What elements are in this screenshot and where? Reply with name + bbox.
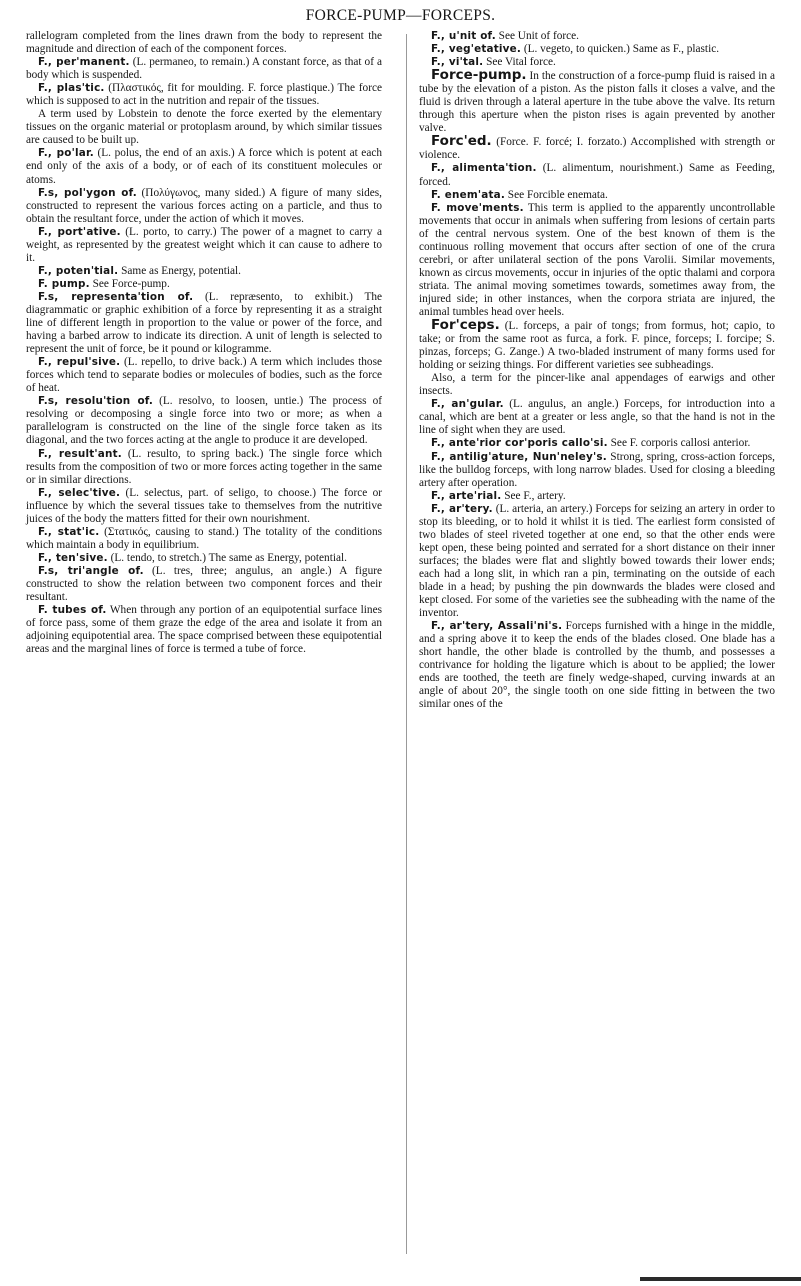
entry-definition: (L. tres, three; angulus, an angle.) A figure constructed to show the relation between two component forces and their resultant.	[26, 564, 382, 604]
entry-definition: (Στατικός, causing to stand.) The totality of the conditions which maintain a body in equilibrium.	[26, 525, 382, 551]
entry-definition: (L. polus, the end of an axis.) A force which is potent at each end only of the axis of a body, or of each of its constituent molecules or atoms.	[26, 147, 382, 186]
entry-definition: (Force. F. forcé; I. forzato.) Accomplished with strength or violence.	[419, 136, 775, 162]
dictionary-entry	[26, 552, 382, 565]
entry-definition: Strong, spring, cross-action forceps, like the bulldog forceps, with long narrow blades. Used for closing a bleeding artery after operation.	[419, 450, 775, 489]
entry-headword: F., arte'rial.	[431, 489, 502, 502]
entry-definition: (L. tendo, to stretch.) The same as Energy, potential.	[107, 551, 347, 564]
entry-definition: In the construction of a force-pump fluid is raised in a tube by the elevation of a piston. As the piston falls it closes a valve, and the fluid is driven through a lateral aperture in the tube above the valve. Its return through this aperture when the piston rises is again prevented by another valve.	[419, 70, 775, 135]
dictionary-entry	[419, 437, 775, 450]
page-header: FORCE-PUMP—FORCEPS.	[305, 7, 496, 24]
entry-definition: See Vital force.	[483, 56, 556, 69]
entry-headword: F.s, resolu'tion of.	[38, 395, 154, 408]
entry-headword: F., plas'tic.	[38, 82, 105, 95]
entry-definition: (L. vegeto, to quicken.) Same as F., plastic.	[521, 43, 720, 56]
entry-definition: rallelogram completed from the lines drawn from the body to represent the magnitude and direction of each of the component forces.	[26, 30, 382, 56]
column-divider	[406, 34, 407, 1254]
entry-headword: F., u'nit of.	[431, 30, 496, 42]
entry-definition: Also, a term for the pincer-like anal appendages of earwigs and other insects.	[419, 372, 775, 398]
entry-headword: F.s, representa'tion of.	[38, 290, 194, 303]
entry-headword: F., repul'sive.	[38, 356, 121, 369]
entry-definition: (L. forceps, a pair of tongs; from formus, hot; capio, to take; or from the same root as furca, a fork. F. pince, forceps; I. forcipe; S. pinzas, forceps; G. Zange.) A two-bladed instrument of many forms used for holding or seizing things. For different varieties see subheadings.	[419, 320, 775, 372]
entry-headword: F., ante'rior cor'poris callo'si.	[431, 437, 608, 450]
entry-definition: (L. resolvo, to loosen, untie.) The process of resolving or decomposing a single force into two or more; as when a parallelogram is constructed on the line of the single force taken as its diagonal, and the two forces acting at the angle to produce it are developed.	[26, 395, 382, 447]
entry-definition: (L. permaneo, to remain.) A constant force, as that of a body which is suspended.	[26, 56, 383, 82]
entry-headword: F. move'ments.	[431, 201, 524, 214]
dictionary-entry	[26, 226, 382, 265]
entry-headword: F., ar'tery, Assali'ni's.	[431, 620, 563, 633]
entry-definition: See Forcible enemata.	[504, 188, 608, 201]
entry-headword: Forc'ed.	[431, 133, 492, 150]
entry-definition: (L. angulus, an angle.) Forceps, for introduction into a canal, which are bent at a greater or less angle, so that the hand is not in the line of sight when they are used.	[419, 398, 775, 437]
dictionary-entry	[419, 43, 775, 56]
entry-headword: F., an'gular.	[431, 398, 504, 411]
dictionary-entry	[26, 448, 382, 487]
entry-definition: (L. porto, to carry.) The power of a magnet to carry a weight, as represented by the greatest weight which it can cause to adhere to it.	[26, 225, 382, 264]
left-column	[26, 30, 382, 656]
entry-headword: F., vi'tal.	[431, 56, 484, 69]
dictionary-entry	[419, 162, 775, 188]
entry-definition: (L. repello, to drive back.) A term which includes those forces which tend to separate bodies or molecules of bodies, such as the force of heat.	[26, 356, 382, 395]
dictionary-entry	[26, 278, 382, 291]
entry-definition: (Πλαστικός, fit for moulding. F. force plastique.) The force which is supposed to act in the nutrition and repair of the tissues.	[26, 82, 382, 108]
dictionary-entry	[419, 490, 775, 503]
dictionary-entry	[26, 395, 382, 447]
dictionary-entry	[26, 604, 382, 656]
entry-definition: When through any portion of an equipotential surface lines of force pass, some of them graze the edge of the area and isolate it from an adjoining equipotential area. The space comprised between these equipotential areas and the marginal lines of force is termed a tube of force.	[26, 604, 382, 656]
dictionary-entry	[419, 372, 775, 398]
entry-headword: F., selec'tive.	[38, 486, 121, 499]
dictionary-entry	[419, 202, 775, 319]
entry-headword: F., antilig'ature, Nun'neley's.	[431, 450, 607, 463]
dictionary-entry	[419, 620, 775, 711]
entry-definition: (Πολύγωνος, many sided.) A figure of many sides, constructed to represent the various forces acting on a particle, and thus to obtain the resultant force, under the action of which it moves.	[26, 186, 382, 225]
dictionary-entry	[26, 265, 382, 278]
entry-headword: F., result'ant.	[38, 447, 122, 460]
dictionary-entry	[419, 451, 775, 490]
dictionary-entry	[419, 69, 775, 135]
entry-definition: See Unit of force.	[495, 30, 579, 42]
dictionary-entry	[419, 189, 775, 202]
entry-headword: F., po'lar.	[38, 147, 94, 160]
entry-definition: This term is applied to the apparently uncontrollable movements that occur in animals when suffering from lesions of certain parts of the central nervous system. One of the best known of them is the continuous rolling movement that occurs after section of one of the crura cerebri, or after unilateral section of the pons Varolii. Similar movements, known as circus movements, occur in injuries of the optic thalami and corpora striata. The animal moving sometimes towards, sometimes away from, the injured side; in other instances, when the corpora striata are injured, the animal tumbles head over heels.	[419, 201, 775, 318]
entry-definition: (L. repræsento, to exhibit.) The diagrammatic or graphic exhibition of a force by representing it as a straight line of different length in proportion to the value or power of the force, and having a barbed arrow to indicate its direction. A unit of length is selected to represent the unit of force, be it pound or kilogramme.	[26, 290, 383, 356]
entry-headword: For'ceps.	[431, 317, 500, 334]
dictionary-entry	[26, 526, 382, 552]
dictionary-entry	[26, 56, 382, 82]
entry-headword: F.s, tri'angle of.	[38, 564, 144, 577]
dictionary-entry	[26, 30, 382, 56]
entry-definition: See Force-pump.	[89, 277, 170, 290]
entry-headword: F., alimenta'tion.	[431, 162, 537, 175]
entry-definition: Same as Energy, potential.	[118, 264, 241, 277]
dictionary-entry	[419, 30, 775, 43]
dictionary-entry	[26, 291, 382, 356]
dictionary-entry	[419, 135, 775, 162]
dictionary-entry	[26, 82, 382, 108]
entry-definition: (L. resulto, to spring back.) The single force which results from the composition of two or more forces acting together in the same or in similar directions.	[26, 447, 382, 486]
entry-headword: F. enem'ata.	[431, 188, 505, 201]
entry-definition: See F. corporis callosi anterior.	[607, 437, 751, 450]
entry-headword: Force-pump.	[431, 67, 527, 84]
entry-headword: F., veg'etative.	[431, 43, 522, 56]
entry-headword: F., poten'tial.	[38, 264, 119, 277]
entry-definition: (L. alimentum, nourishment.) Same as Feeding, forced.	[419, 162, 775, 188]
entry-headword: F. pump.	[38, 277, 90, 290]
dictionary-entry	[26, 187, 382, 226]
entry-definition: A term used by Lobstein to denote the force exerted by the elementary tissues on the organic material or protoplasm around, by which similar tissues are caused to be built up.	[26, 108, 382, 147]
entry-headword: F. tubes of.	[38, 604, 107, 617]
entry-definition: Forceps furnished with a hinge in the middle, and a spring above it to keep the ends of the blades closed. One blade has a short handle, the other blade is controlled by the thumb, and possesses a contrivance for holding the ligature which is about to be applied; the lower ends are toothed, the teeth are finely wedge-shaped, curving inwards at an angle of about 20°, the single tooth on one side fitting in between the two similar ones of the	[419, 620, 775, 711]
dictionary-entry	[26, 356, 382, 395]
entry-definition: See F., artery.	[501, 489, 566, 502]
dictionary-entry	[26, 565, 382, 604]
entry-headword: F., per'manent.	[38, 56, 130, 69]
dictionary-entry	[419, 319, 775, 372]
page-edge-bar	[640, 1277, 801, 1281]
dictionary-entry	[26, 147, 382, 186]
right-column	[419, 30, 775, 711]
dictionary-entry	[26, 108, 382, 147]
entry-headword: F., ten'sive.	[38, 551, 108, 564]
entry-headword: F.s, pol'ygon of.	[38, 186, 137, 199]
entry-definition: (L. arteria, an artery.) Forceps for seizing an artery in order to stop its bleeding, or to hold it whilst it is tied. The earliest form consisted of two blades of steel riveted together at one end, so that the other ends were kept open, these being pointed and serrated for a short distance on their inner surfaces; the blades were flat and slightly bowed towards their lower ends; each had a long slit, in which ran a pin, terminating on the outside of each blade in a head; by pushing the pin downwards the blades were closed and kept closed. For some of the varieties see the subheading with the name of the inventor.	[419, 502, 776, 620]
entry-headword: F., ar'tery.	[431, 502, 493, 515]
dictionary-entry	[419, 398, 775, 437]
dictionary-entry	[26, 487, 382, 526]
entry-headword: F., port'ative.	[38, 225, 121, 238]
dictionary-entry	[419, 503, 775, 620]
entry-headword: F., stat'ic.	[38, 525, 100, 538]
entry-definition: (L. selectus, part. of seligo, to choose.) The force or influence by which the several tissues take to themselves from the nutritive juices of the body the matters fitted for their own nourishment.	[26, 486, 382, 525]
